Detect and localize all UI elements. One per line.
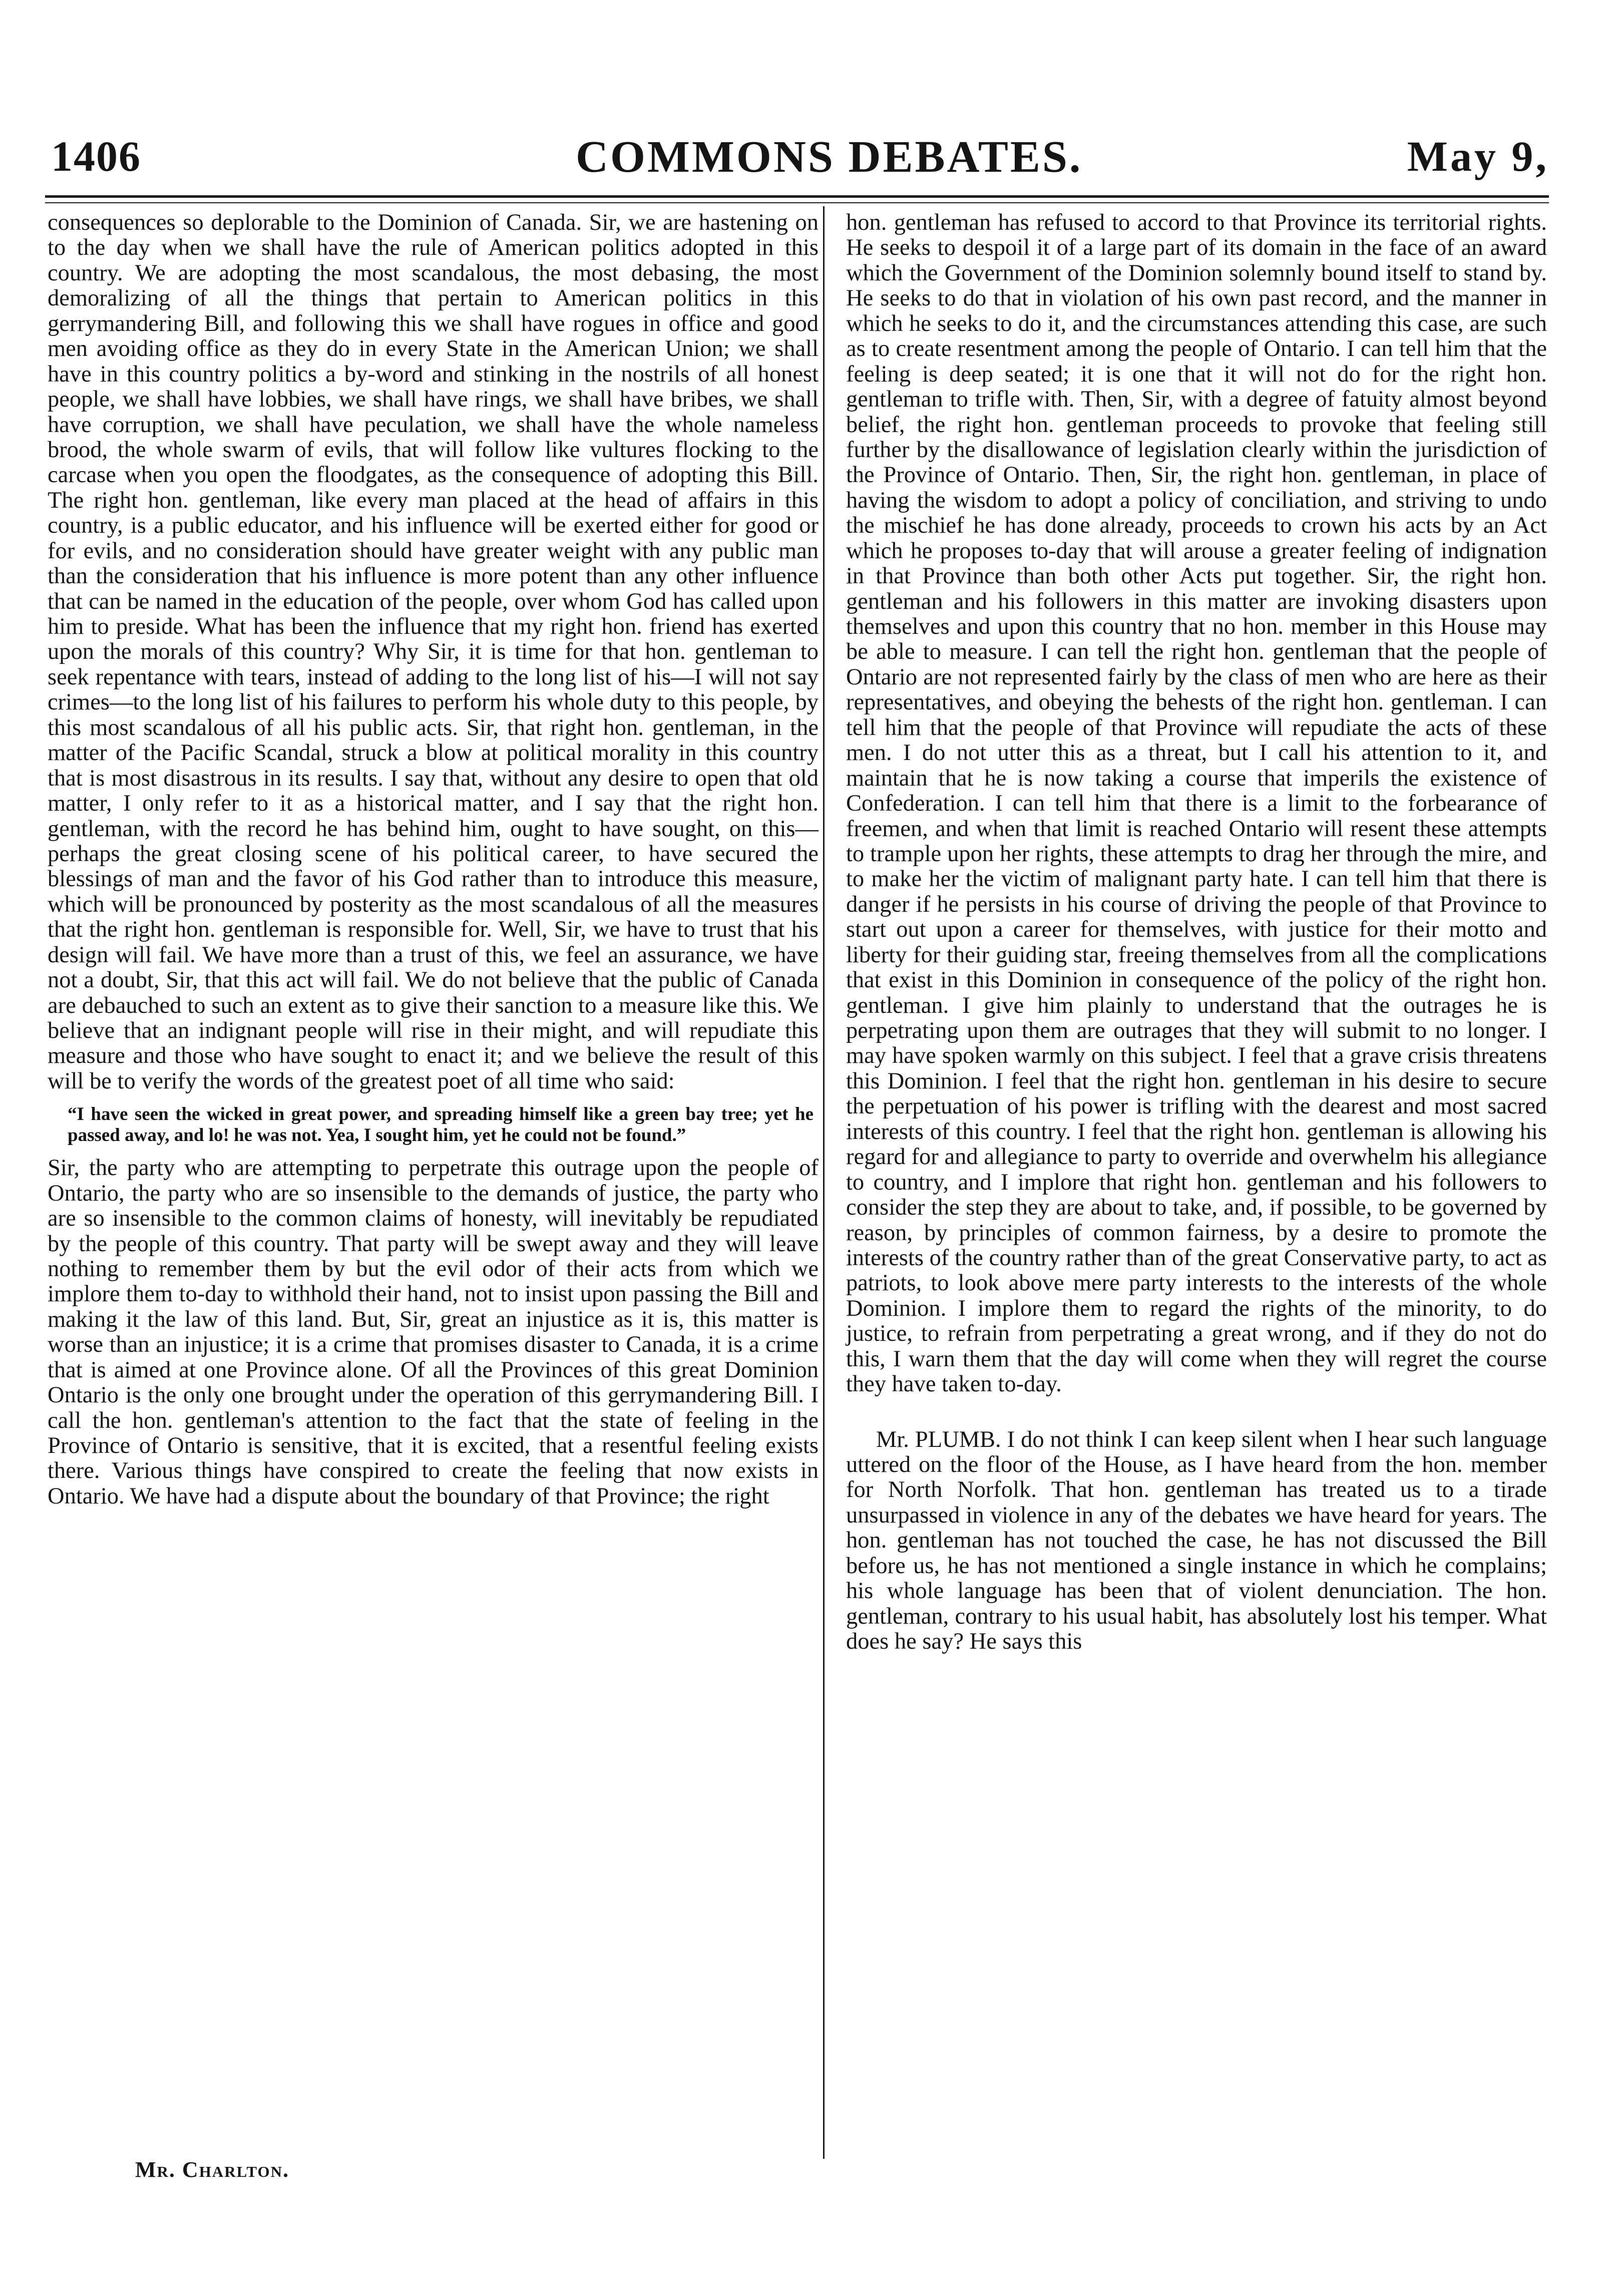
left-paragraph-2: Sir, the party who are attempting to perpetrate this outrage upon the people of Ontario, the party who are so insensible to the demands of justice, the party who are so insensible to the common claims of honesty, will inevitably be repudiated by the people of this country. That party will be swept away and they will leave nothing to remember them by but the evil odor of their acts from which we implore them to-day to withhold their hand, not to insist upon passing the Bill and making it the law of this land. But, Sir, great an injustice as it is, this matter is worse than an injustice; it is a crime that promises disaster to Canada, it is a crime that is aimed at one Province alone. Of all the Provinces of this great Dominion Ontario is the only one brought under the operation of this gerrymandering Bill. I call the hon. gentleman's attention to the fact that the state of feeling in the Province of Ontario is sensitive, that it is excited, that a resentful feeling exists there. Various things have conspired to create the feeling that now exists in Ontario. We have had a dispute about the boundary of that Province; the right [48,1155,819,1509]
left-paragraph-1: consequences so deplorable to the Dominion of Canada. Sir, we are hastening on to the day when we shall have the rule of American politics adopted in this country. We are adopting the most scandalous, the most debasing, the most demoralizing of all the things that pertain to American politics in this gerrymandering Bill, and following this we shall have rogues in office and good men avoiding office as they do in every State in the American Union; we shall have in this country politics a by-word and stinking in the nostrils of all honest people, we shall have lobbies, we shall have rings, we shall have bribes, we shall have corruption, we shall have peculation, we shall have the whole nameless brood, the whole swarm of evils, that will follow like vultures flocking to the carcase when you open the floodgates, as the consequence of adopting this Bill. The right hon. gentleman, like every man placed at the head of affairs in this country, is a public educator, and his influence will be exerted either for good or for evils, and no consideration should have greater weight with any public man than the consideration that his influence is more potent than any other influence that can be named in the education of the people, over whom God has called upon him to preside. What has been the influence that my right hon. friend has exerted upon the morals of this country? Why Sir, it is time for that hon. gentleman to seek repentance with tears, instead of adding to the long list of his—I will not say crimes—to the long list of his failures to perform his whole duty to this people, by this most scandalous of all his public acts. Sir, that right hon. gentleman, in the matter of the Pacific Scandal, struck a blow at political morality in this country that is most disastrous in its results. I say that, without any desire to open that old matter, I only refer to it as a historical matter, and I say that the right hon. gentleman, with the record he has behind him, ought to have sought, on this—perhaps the great closing scene of his political career, to have secured the blessings of man and the favor of his God rather than to introduce this measure, which will be pronounced by posterity as the most scandalous of all the measures that the right hon. gentleman is responsible for. Well, Sir, we have to trust that his design will fail. We have more than a trust of this, we feel an assurance, we have not a doubt, Sir, that this act will fail. We do not believe that the public of Canada are debauched to such an extent as to give their sanction to a measure like this. We believe that an indignant people will rise in their might, and will repudiate this measure and those who have sought to enact it; and we believe the result of this will be to verify the words of the greatest poet of all time who said: [48,210,819,1094]
page-number: 1406 [51,132,141,180]
left-column [48,210,819,1509]
header-rule [45,195,1549,198]
running-title: COMMONS DEBATES. [576,132,1083,182]
page-date: May 9, [1407,132,1549,180]
scripture-quote: “I have seen the wicked in great power, and spreading himself like a green bay tree; yet he passed away, and lo! he was not. Yea, I sought him, yet he could not be found.” [68,1104,814,1146]
plumb-speech: Mr. PLUMB. I do not think I can keep silent when I hear such language uttered on the floor of the House, as I have heard from the hon. member for North Norfolk. That hon. gentleman has treated us to a tirade unsurpassed in violence in any of the debates we have heard for years. The hon. gentleman has not touched the case, he has not discussed the Bill before us, he has not mentioned a single instance in which he complains; his whole language has been that of violent denunciation. The hon. gentleman, contrary to his usual habit, has absolutely lost his temper. What does he say? He says this [846,1426,1547,1655]
right-column [846,210,1547,1655]
column-divider [823,206,825,2159]
footer-speaker: Mr. Charlton. [135,2157,290,2182]
right-paragraph-1: hon. gentleman has refused to accord to that Province its territorial rights. He seeks to despoil it of a large part of its domain in the face of an award which the Government of the Dominion solemnly bound itself to stand by. He seeks to do that in violation of his own past record, and the manner in which he seeks to do it, and the circumstances attending this case, are such as to create resentment among the people of Ontario. I can tell him that the feeling is deep seated; it is one that it will not do for the right hon. gentleman to trifle with. Then, Sir, with a degree of fatuity almost beyond belief, the right hon. gentleman proceeds to provoke that feeling still further by the disallowance of legislation clearly within the jurisdiction of the Province of Ontario. Then, Sir, the right hon. gentleman, in place of having the wisdom to adopt a policy of conciliation, and striving to undo the mischief he has done already, proceeds to crown his acts by an Act which he proposes to-day that will arouse a greater feeling of indignation in that Province than both other Acts put together. Sir, the right hon. gentleman and his followers in this matter are invoking disasters upon themselves and upon this country that no hon. member in this House may be able to measure. I can tell the right hon. gentleman that the people of Ontario are not represented fairly by the class of men who are here as their representatives, and obeying the behests of the right hon. gentleman. I can tell him that the people of that Province will repudiate the acts of these men. I do not utter this as a threat, but I call his attention to it, and maintain that he is now taking a course that imperils the existence of Confederation. I can tell him that there is a limit to the forbearance of freemen, and when that limit is reached Ontario will resent these attempts to trample upon her rights, these attempts to drag her through the mire, and to make her the victim of malignant party hate. I can tell him that there is danger if he persists in his course of driving the people of that Province to start out upon a career for themselves, with justice for their motto and liberty for their guiding star, freeing themselves from all the complications that exist in this Dominion in consequence of the policy of the right hon. gentleman. I give him plainly to understand that the outrages he is perpetrating upon them are outrages that they will submit to no longer. I may have spoken warmly on this subject. I feel that a grave crisis threatens this Dominion. I feel that the right hon. gentleman in his desire to secure the perpetuation of his power is trifling with the dearest and most sacred interests of this country. I feel that the right hon. gentleman is allowing his regard for and allegiance to party to override and overwhelm his allegiance to country, and I implore that right hon. gentleman and his followers to consider the step they are about to take, and, if possible, to be governed by reason, by principles of common fairness, by a desire to promote the interests of the country rather than of the great Conservative party, to act as patriots, to look above mere party interests to the interests of the whole Dominion. I implore them to regard the rights of the minority, to do justice, to refrain from perpetrating a great wrong, and if they do not do this, I warn them that the day will come when they will regret the course they have taken to-day. [846,210,1547,1397]
header-rule-thin [45,202,1549,203]
